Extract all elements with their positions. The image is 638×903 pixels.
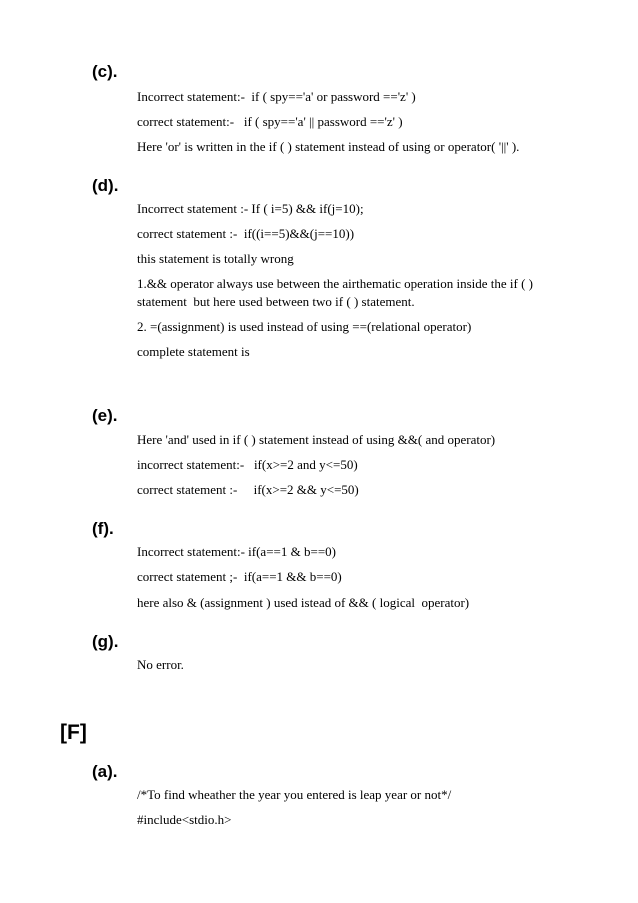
text-line: correct statement :- if((i==5)&&(j==10))	[137, 226, 355, 241]
text-line: correct statement :- if(x>=2 && y<=50)	[137, 482, 359, 497]
text-line: here also & (assignment ) used istead of && ( logical operator)	[137, 595, 470, 610]
item-label-e: (e).	[92, 406, 118, 425]
text-line: Incorrect statement:- if ( spy=='a' or password =='z' )	[137, 89, 416, 104]
text-line: this statement is totally wrong	[137, 251, 294, 266]
text-line: Incorrect statement:- if(a==1 & b==0)	[137, 544, 336, 559]
text-line: correct statement:- if ( spy=='a' || password =='z' )	[137, 114, 403, 129]
text-line: Here 'and' used in if ( ) statement instead of using &&( and operator)	[137, 432, 496, 447]
text-line: Here 'or' is written in the if ( ) statement instead of using or operator( '||' ).	[137, 139, 520, 154]
text-line: statement but here used between two if ( ) statement.	[137, 294, 415, 309]
section-heading-f: [F]	[60, 721, 87, 744]
text-line: No error.	[137, 657, 184, 672]
text-line: correct statement ;- if(a==1 && b==0)	[137, 569, 342, 584]
text-line: complete statement is	[137, 344, 250, 359]
item-label-c: (c).	[92, 62, 118, 81]
item-label-d: (d).	[92, 176, 119, 195]
code-line: #include<stdio.h>	[137, 812, 232, 827]
code-line: /*To find wheather the year you entered is leap year or not*/	[137, 787, 452, 802]
item-label-f: (f).	[92, 519, 114, 538]
text-line: incorrect statement:- if(x>=2 and y<=50)	[137, 457, 358, 472]
item-label-g: (g).	[92, 632, 119, 651]
text-line: Incorrect statement :- If ( i=5) && if(j=10);	[137, 201, 364, 216]
text-line: 1.&& operator always use between the airthematic operation inside the if ( )	[137, 276, 533, 291]
item-label-a: (a).	[92, 762, 118, 781]
text-line: 2. =(assignment) is used instead of using ==(relational operator)	[137, 319, 472, 334]
